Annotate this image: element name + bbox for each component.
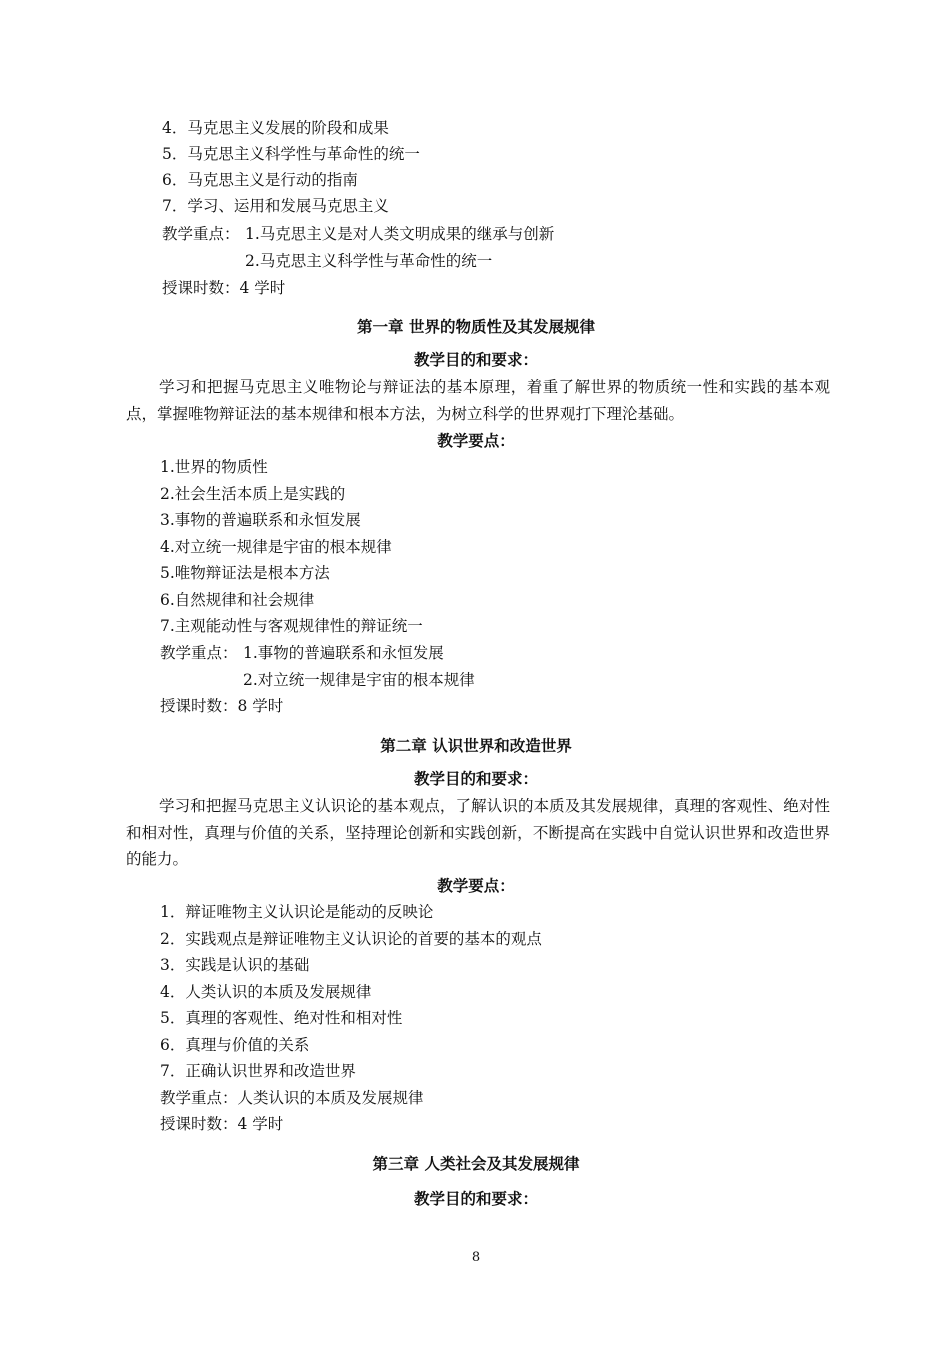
chapter1-item: 4.对立统一规律是宇宙的根本规律 [160,538,392,556]
chapter2-item: 4．人类认识的本质及发展规律 [160,983,372,1001]
intro-item: 6．马克思主义是行动的指南 [162,171,358,189]
chapter2-item: 1．辩证唯物主义认识论是能动的反映论 [160,903,434,921]
chapter2-item: 5．真理的客观性、绝对性和相对性 [160,1009,403,1027]
chapter1-item: 1.世界的物质性 [160,458,268,476]
page-number: 8 [471,1250,481,1265]
chapter1-item: 6.自然规律和社会规律 [160,591,315,609]
intro-item: 4．马克思主义发展的阶段和成果 [162,119,389,137]
intro-key-points-label: 教学重点： [162,225,240,243]
chapter1-goals-text: 学习和把握马克思主义唯物论与辩证法的基本原理，着重了解世界的物质统一性和实践的基本观点，掌握唯物辩证法的基本规律和根本方法，为树立科学的世界观打下理沦基础。 [126,378,830,423]
chapter2-points-heading: 教学要点： [437,877,515,895]
chapter1-key-point: 1.事物的普遍联系和永恒发展 [243,644,444,662]
intro-item: 7．学习、运用和发展马克思主义 [162,197,389,215]
chapter1-item: 2.社会生活本质上是实践的 [160,485,346,503]
chapter2-hours: 授课时数：4 学时 [160,1115,284,1133]
chapter1-goals-heading: 教学目的和要求： [413,351,538,369]
chapter2-item: 6．真理与价值的关系 [160,1036,310,1054]
chapter3-title: 第三章 人类社会及其发展规律 [372,1155,580,1173]
intro-key-point: 2.马克思主义科学性与革命性的统一 [245,252,493,270]
intro-hours: 授课时数：4 学时 [162,279,286,297]
chapter2-item: 3．实践是认识的基础 [160,956,310,974]
chapter3-goals-heading: 教学目的和要求： [413,1190,538,1208]
intro-item: 5．马克思主义科学性与革命性的统一 [162,145,420,163]
chapter2-key-points: 教学重点：人类认识的本质及发展规律 [160,1089,424,1107]
chapter1-item: 3.事物的普遍联系和永恒发展 [160,511,361,529]
chapter2-goals-heading: 教学目的和要求： [413,770,538,788]
chapter1-title: 第一章 世界的物质性及其发展规律 [357,318,595,336]
chapter1-item: 5.唯物辩证法是根本方法 [160,564,330,582]
chapter2-goals-text: 学习和把握马克思主义认识论的基本观点，了解认识的本质及其发展规律，真理的客观性、绝对性和相对性，真理与价值的关系，坚持理论创新和实践创新，不断提高在实践中自觉认识世界和改造世界的能力。 [126,797,830,868]
chapter1-item: 7.主观能动性与客观规律性的辩证统一 [160,617,423,635]
chapter2-item: 7．正确认识世界和改造世界 [160,1062,356,1080]
chapter1-key-points-label: 教学重点： [160,644,238,662]
chapter1-key-point: 2.对立统一规律是宇宙的根本规律 [243,671,475,689]
intro-key-point: 1.马克思主义是对人类文明成果的继承与创新 [245,225,555,243]
chapter2-item: 2．实践观点是辩证唯物主义认识论的首要的基本的观点 [160,930,542,948]
chapter1-hours: 授课时数：8 学时 [160,697,284,715]
chapter2-title: 第二章 认识世界和改造世界 [380,737,572,755]
chapter1-points-heading: 教学要点： [437,432,515,450]
